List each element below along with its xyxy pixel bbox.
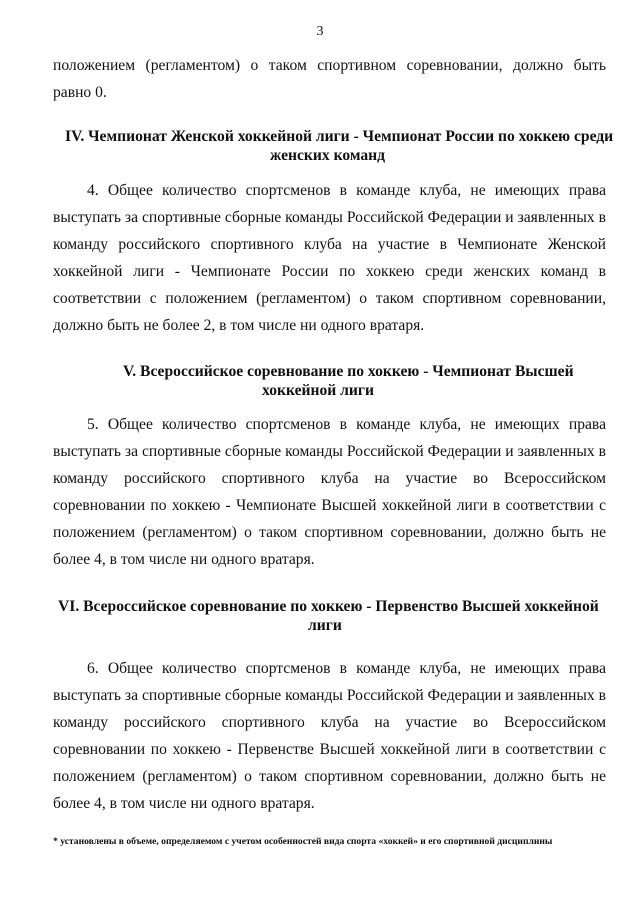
text-line: соревновании по хоккею - Первенстве Высшей хоккейной лиги в соответствии с xyxy=(53,741,606,758)
text-line: более 4, в том числе ни одного вратаря. xyxy=(53,795,315,812)
text-line: положением (регламентом) о таком спортивном соревновании, должно быть xyxy=(53,57,606,74)
text-line: положением (регламентом) о таком спортивном соревновании, должно быть не xyxy=(53,524,606,541)
text-line: более 4, в том числе ни одного вратаря. xyxy=(53,551,315,568)
section-heading: VI. Всероссийское соревнование по хоккею - Первенство Высшей хоккейной xyxy=(58,598,599,615)
section-heading: хоккейной лиги xyxy=(262,382,374,399)
text-line: команду российского спортивного клуба на участие во Всероссийском xyxy=(53,714,606,731)
text-line: 6. Общее количество спортсменов в команде клуба, не имеющих права xyxy=(87,660,606,677)
section-heading: лиги xyxy=(308,617,342,634)
text-line: должно быть не более 2, в том числе ни одного вратаря. xyxy=(53,317,425,334)
text-line: команду российского спортивного клуба на участие в Чемпионате Женской xyxy=(53,236,606,253)
text-line: выступать за спортивные сборные команды Российской Федерации и заявленных в xyxy=(53,687,606,704)
text-line: 5. Общее количество спортсменов в команде клуба, не имеющих права xyxy=(87,416,606,433)
text-line: равно 0. xyxy=(53,84,107,101)
text-line: хоккейной лиги - Чемпионате России по хоккею среди женских команд в xyxy=(53,263,606,280)
text-line: соответствии с положением (регламентом) о таком спортивном соревновании, xyxy=(53,290,606,307)
text-line: выступать за спортивные сборные команды Российской Федерации и заявленных в xyxy=(53,443,606,460)
page-number: 3 xyxy=(316,24,324,39)
text-line: соревновании по хоккею - Чемпионате Высшей хоккейной лиги в соответствии с xyxy=(53,497,606,514)
section-heading: женских команд xyxy=(270,147,386,164)
text-line: выступать за спортивные сборные команды Российской Федерации и заявленных в xyxy=(53,209,606,226)
section-heading: IV. Чемпионат Женской хоккейной лиги - Чемпионат России по хоккею среди xyxy=(65,128,614,145)
text-line: 4. Общее количество спортсменов в команде клуба, не имеющих права xyxy=(87,182,606,199)
text-line: команду российского спортивного клуба на участие во Всероссийском xyxy=(53,470,606,487)
footnote: * установлены в объеме, определяемом с учетом особенностей вида спорта «хоккей» и его спортивной дисциплины xyxy=(53,836,553,847)
text-line: положением (регламентом) о таком спортивном соревновании, должно быть не xyxy=(53,768,606,785)
section-heading: V. Всероссийское соревнование по хоккею - Чемпионат Высшей xyxy=(123,363,574,380)
